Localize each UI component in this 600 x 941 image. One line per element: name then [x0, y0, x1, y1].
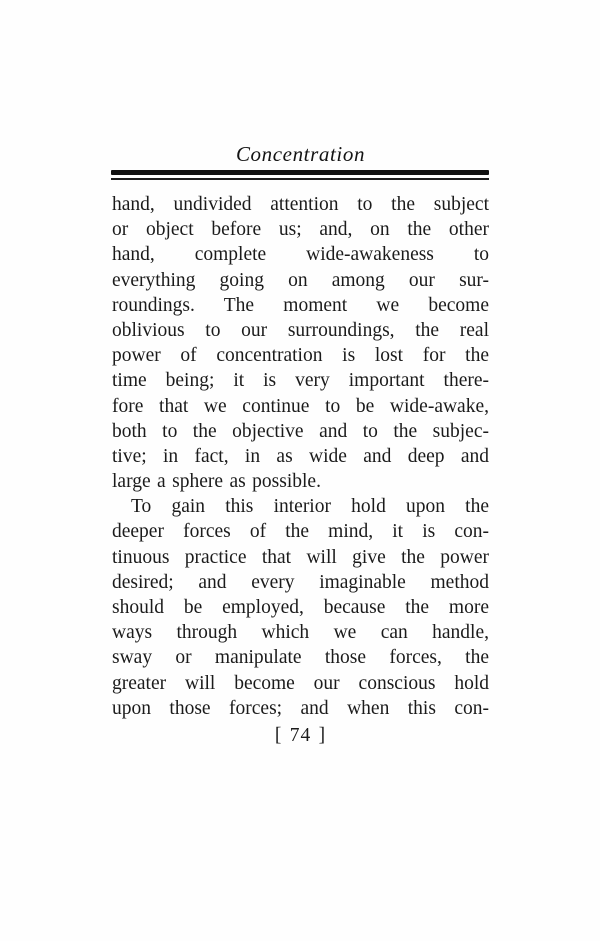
text-line: greater will become our conscious hold	[112, 672, 489, 694]
text-line: ways through which we can handle,	[112, 622, 489, 644]
header-rule-thin	[111, 178, 489, 180]
text-line: fore that we continue to be wide-awake,	[112, 395, 489, 417]
text-line: oblivious to our surroundings, the real	[112, 319, 489, 341]
text-line: time being; it is very important there-	[112, 370, 489, 392]
header-rule-thick	[111, 170, 489, 175]
text-line: deeper forces of the mind, it is con-	[112, 521, 489, 543]
text-line: or object before us; and, on the other	[112, 219, 489, 241]
header-double-rule	[111, 170, 489, 180]
text-line: tinuous practice that will give the power	[112, 546, 489, 568]
text-line: To gain this interior hold upon the	[131, 496, 489, 518]
text-line: power of concentration is lost for the	[112, 345, 489, 367]
text-line: should be employed, because the more	[112, 597, 489, 618]
text-line: upon those forces; and when this con-	[112, 697, 489, 719]
running-head-title: Concentration	[235, 142, 366, 166]
page-number: [ 74 ]	[274, 724, 327, 746]
text-line: tive; in fact, in as wide and deep and	[112, 445, 489, 467]
text-line: large a sphere as possible.	[112, 471, 321, 493]
text-line: everything going on among our sur-	[112, 269, 489, 291]
text-line: roundings. The moment we become	[112, 294, 489, 316]
text-line: both to the objective and to the subjec-	[112, 420, 489, 442]
text-line: desired; and every imaginable method	[112, 571, 489, 593]
text-line: hand, undivided attention to the subject	[112, 194, 489, 215]
text-line: sway or manipulate those forces, the	[112, 647, 489, 669]
text-line: hand, complete wide-awakeness to	[112, 244, 489, 266]
body-text-block	[112, 192, 489, 748]
